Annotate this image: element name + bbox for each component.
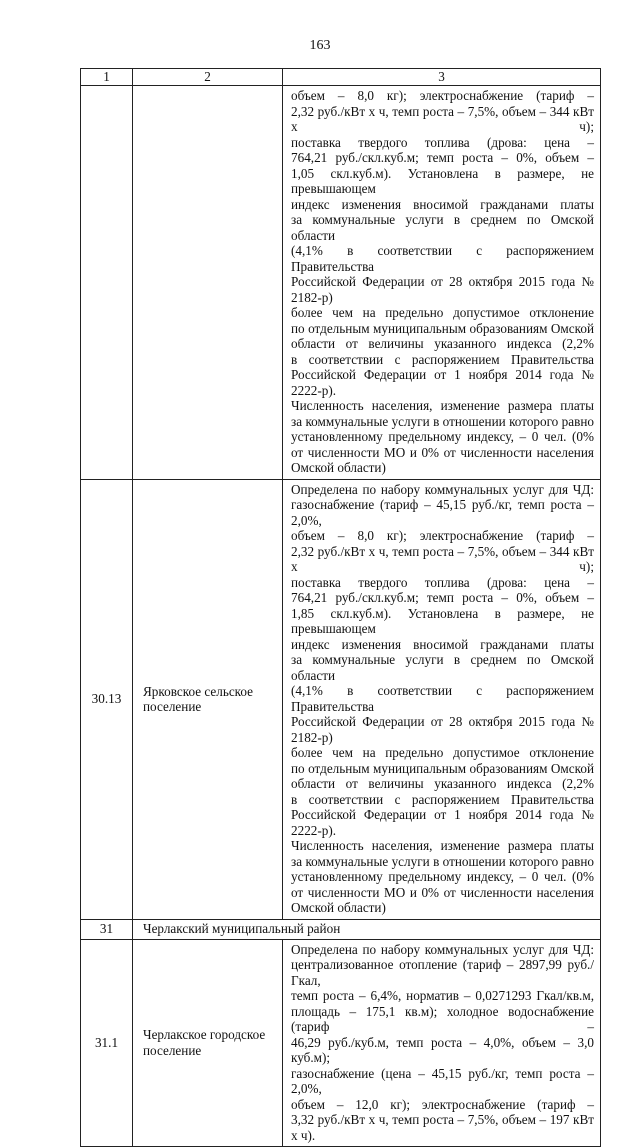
row-number: 30.13	[81, 479, 133, 919]
table-row-31-1	[81, 939, 601, 1147]
text-line: объем – 8,0 кг); электроснабжение (тариф –	[291, 528, 594, 543]
settlement-name: Черлакское городское поселение	[133, 939, 283, 1147]
document-table	[80, 68, 601, 1147]
header-col-3: 3	[283, 69, 601, 86]
text-line: в соответствии с распоряжением Правительства	[291, 791, 594, 807]
text-line: 2,32 руб./кВт х ч, темп роста – 7,5%, объем – 344 кВт х ч);	[291, 103, 594, 134]
table-row-30-13	[81, 479, 601, 919]
header-col-1: 1	[81, 69, 133, 86]
text-line: 764,21 руб./скл.куб.м; темп роста – 0%, объем –	[291, 150, 594, 165]
text-line: от численности МО и 0% от численности населения	[291, 444, 594, 460]
table-header-row	[81, 69, 601, 86]
text-line: индекс изменения вносимой гражданами платы	[291, 636, 594, 652]
text-line: за коммунальные услуги в отношении которого равно	[291, 853, 594, 869]
text-line: (4,1% в соответствии с распоряжением Правительства	[291, 683, 594, 714]
settlement-name: Ярковское сельское поселение	[133, 479, 283, 919]
row-number: 31	[81, 919, 133, 939]
text-line: области от величины указанного индекса (2,2%	[291, 336, 594, 351]
district-name: Черлакский муниципальный район	[133, 919, 601, 939]
text-line: от численности МО и 0% от численности населения	[291, 884, 594, 900]
table-row-continuation	[81, 86, 601, 480]
row-number: 31.1	[81, 939, 133, 1147]
text-line: объем – 8,0 кг); электроснабжение (тариф –	[291, 88, 594, 103]
text-line: Российской Федерации от 28 октября 2015 года № 2182-р)	[291, 714, 594, 745]
text-line: в соответствии с распоряжением Правительства	[291, 351, 594, 367]
text-line: 46,29 руб./куб.м, темп роста – 4,0%, объем – 3,0 куб.м);	[291, 1034, 594, 1065]
text-line: установленному предельному индексу, – 0 чел. (0%	[291, 429, 594, 444]
text-line: Российской Федерации от 1 ноября 2014 года № 2222-р).	[291, 807, 594, 838]
text-line: объем – 12,0 кг); электроснабжение (тариф –	[291, 1096, 594, 1112]
text-line: площадь – 175,1 кв.м); холодное водоснабжение (тариф –	[291, 1003, 594, 1034]
page-number: 163	[309, 38, 331, 53]
text-line: (4,1% в соответствии с распоряжением Правительства	[291, 243, 594, 274]
text-line: области от величины указанного индекса (2,2%	[291, 776, 594, 791]
text-line: газоснабжение (цена – 45,15 руб./кг, темп роста – 2,0%,	[291, 1065, 594, 1096]
text-line: поставка твердого топлива (дрова: цена –	[291, 134, 594, 150]
row-description	[283, 86, 601, 480]
text-line: газоснабжение (тариф – 45,15 руб./кг, темп роста – 2,0%,	[291, 497, 594, 528]
text-line: 764,21 руб./скл.куб.м; темп роста – 0%, объем –	[291, 590, 594, 605]
row-description	[283, 479, 601, 919]
text-line: Российской Федерации от 1 ноября 2014 года № 2222-р).	[291, 367, 594, 398]
text-line: Российской Федерации от 28 октября 2015 года № 2182-р)	[291, 274, 594, 305]
text-line: 1,85 скл.куб.м). Установлена в размере, не превышающем	[291, 605, 594, 636]
text-line: 1,05 скл.куб.м). Установлена в размере, не превышающем	[291, 165, 594, 196]
text-line: по отдельным муниципальным образованиям Омской	[291, 320, 594, 336]
text-line: более чем на предельно допустимое отклонение	[291, 305, 594, 320]
text-line: установленному предельному индексу, – 0 чел. (0%	[291, 869, 594, 884]
row-description	[283, 939, 601, 1147]
text-line: за коммунальные услуги в среднем по Омской области	[291, 212, 594, 243]
text-line: Определена по набору коммунальных услуг для ЧД:	[291, 481, 594, 497]
text-line: централизованное отопление (тариф – 2897,99 руб./Гкал,	[291, 957, 594, 988]
text-line: за коммунальные услуги в среднем по Омской области	[291, 652, 594, 683]
text-line: 2,32 руб./кВт х ч, темп роста – 7,5%, объем – 344 кВт х ч);	[291, 543, 594, 574]
text-line: Омской области)	[291, 460, 386, 475]
text-line: поставка твердого топлива (дрова: цена –	[291, 574, 594, 590]
text-line: Определена по набору коммунальных услуг для ЧД:	[291, 941, 594, 957]
text-line: Численность населения, изменение размера платы	[291, 398, 594, 413]
text-line: Численность населения, изменение размера платы	[291, 838, 594, 853]
row-number-cell	[81, 86, 133, 480]
text-line: темп роста – 6,4%, норматив – 0,0271293 Гкал/кв.м,	[291, 988, 594, 1003]
text-line: индекс изменения вносимой гражданами платы	[291, 196, 594, 212]
text-line: более чем на предельно допустимое отклонение	[291, 745, 594, 760]
table-row-31	[81, 919, 601, 939]
text-line: за коммунальные услуги в отношении которого равно	[291, 413, 594, 429]
header-col-2: 2	[133, 69, 283, 86]
text-line: по отдельным муниципальным образованиям Омской	[291, 760, 594, 776]
text-line: 3,32 руб./кВт х ч, темп роста – 7,5%, объем – 197 кВт х ч).	[291, 1112, 594, 1143]
text-line: Омской области)	[291, 900, 386, 915]
row-name-cell	[133, 86, 283, 480]
